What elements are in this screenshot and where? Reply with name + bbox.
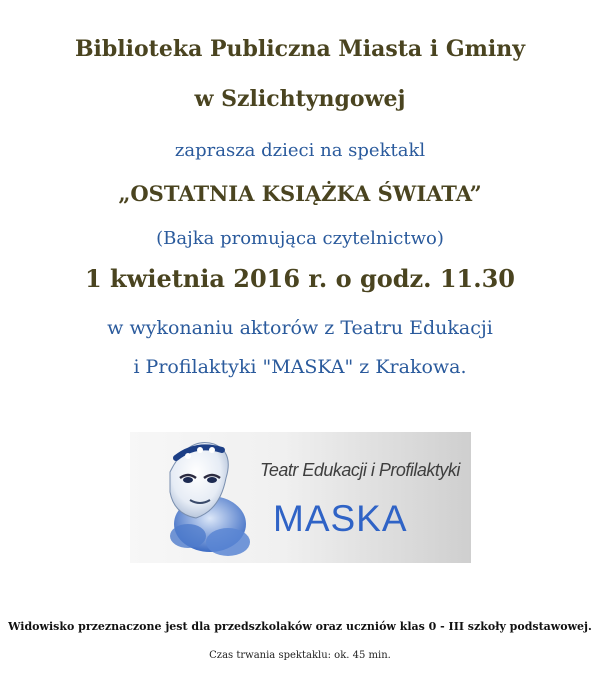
play-subtitle: (Bajka promująca czytelnictwo): [156, 228, 444, 249]
performers-line-1: w wykonaniu aktorów z Teatru Edukacji: [107, 317, 493, 339]
logo-name: MASKA: [273, 498, 408, 539]
performers-line-2: i Profilaktyki "MASKA" z Krakowa.: [133, 356, 467, 378]
audience-note: Widowisko przeznaczone jest dla przedszkolaków oraz uczniów klas 0 - III szkoły podstawowej.: [8, 620, 592, 633]
logo-subtitle: Teatr Edukacji i Profilaktyki: [260, 460, 460, 480]
library-location: w Szlichtyngowej: [194, 86, 406, 112]
event-date-time: 1 kwietnia 2016 r. o godz. 11.30: [84, 264, 516, 293]
duration-note: Czas trwania spektaklu: ok. 45 min.: [209, 650, 391, 661]
theatre-logo: [130, 432, 471, 563]
library-name: Biblioteka Publiczna Miasta i Gminy: [74, 36, 526, 62]
invitation-text: zaprasza dzieci na spektakl: [174, 140, 426, 161]
play-title: „OSTATNIA KSIĄŻKA ŚWIATA”: [118, 181, 482, 206]
